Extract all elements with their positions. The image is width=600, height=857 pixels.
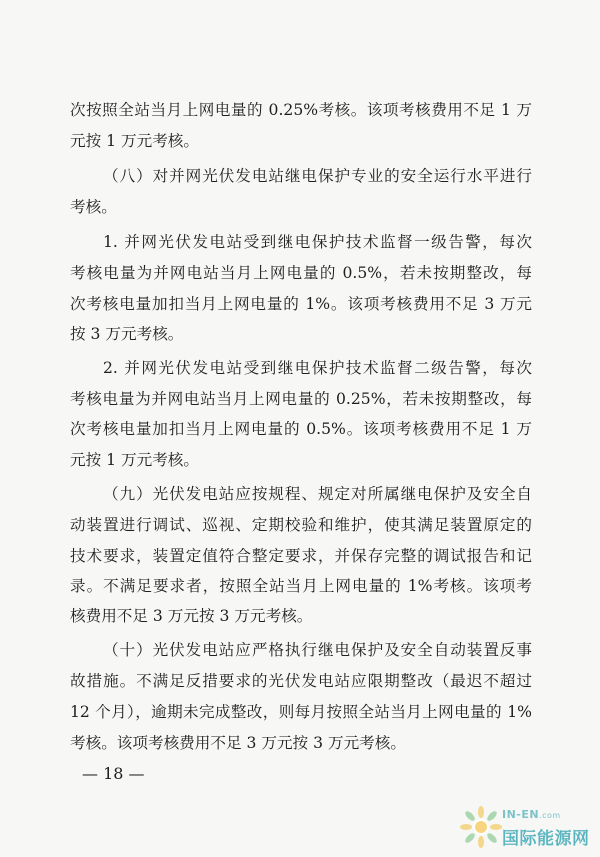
body-line: 考核。 [70, 198, 117, 216]
page-number: — 18 — [82, 764, 145, 783]
body-line: 录。不满足要求者，按照全站当月上网电量的 1%考核。该项考 [70, 577, 532, 595]
sun-logo-icon [460, 806, 502, 848]
body-line: 1. 并网光伏发电站受到继电保护技术监督一级告警，每次 [103, 233, 532, 251]
body-line: （九）光伏发电站应按规程、规定对所属继电保护及安全自 [103, 485, 532, 503]
body-line: 12 个月），逾期未完成整改，则每月按照全站当月上网电量的 1% [70, 703, 532, 721]
body-line: 技术要求，装置定值符合整定要求，并保存完整的调试报告和记 [70, 547, 532, 565]
watermark-logo [460, 802, 595, 852]
body-line: 次按照全站当月上网电量的 0.25%考核。该项考核费用不足 1 万 [70, 101, 532, 119]
body-line: 元按 1 万元考核。 [70, 451, 199, 469]
body-line: 按 3 万元考核。 [70, 325, 184, 343]
body-line: 考核。该项考核费用不足 3 万元按 3 万元考核。 [70, 734, 406, 752]
body-line: 考核电量为并网电站当月上网电量的 0.25%，若未按期整改，每 [70, 390, 532, 408]
body-line: （八）对并网光伏发电站继电保护专业的安全运行水平进行 [103, 167, 532, 185]
body-line: 核费用不足 3 万元按 3 万元考核。 [70, 607, 313, 625]
watermark-name: 国际能源网 [502, 829, 590, 849]
body-line: 动装置进行调试、巡视、定期校验和维护，使其满足装置原定的 [70, 516, 532, 534]
body-line: 元按 1 万元考核。 [70, 132, 199, 150]
body-line: 次考核电量加扣当月上网电量的 0.5%。该项考核费用不足 1 万 [70, 420, 532, 438]
watermark-brand [502, 808, 561, 821]
watermark-domain-suffix: .com [539, 811, 561, 820]
body-line: 2. 并网光伏发电站受到继电保护技术监督二级告警，每次 [103, 359, 532, 377]
body-line: （十）光伏发电站应严格执行继电保护及安全自动装置反事 [103, 641, 532, 659]
body-line: 次考核电量加扣当月上网电量的 1%。该项考核费用不足 3 万元 [70, 295, 532, 313]
body-line: 考核电量为并网电站当月上网电量的 0.5%，若未按期整改，每 [70, 264, 532, 282]
watermark-brand-text: IN-EN [502, 808, 540, 821]
body-line: 故措施。不满足反措要求的光伏发电站应限期整改（最迟不超过 [70, 672, 532, 690]
